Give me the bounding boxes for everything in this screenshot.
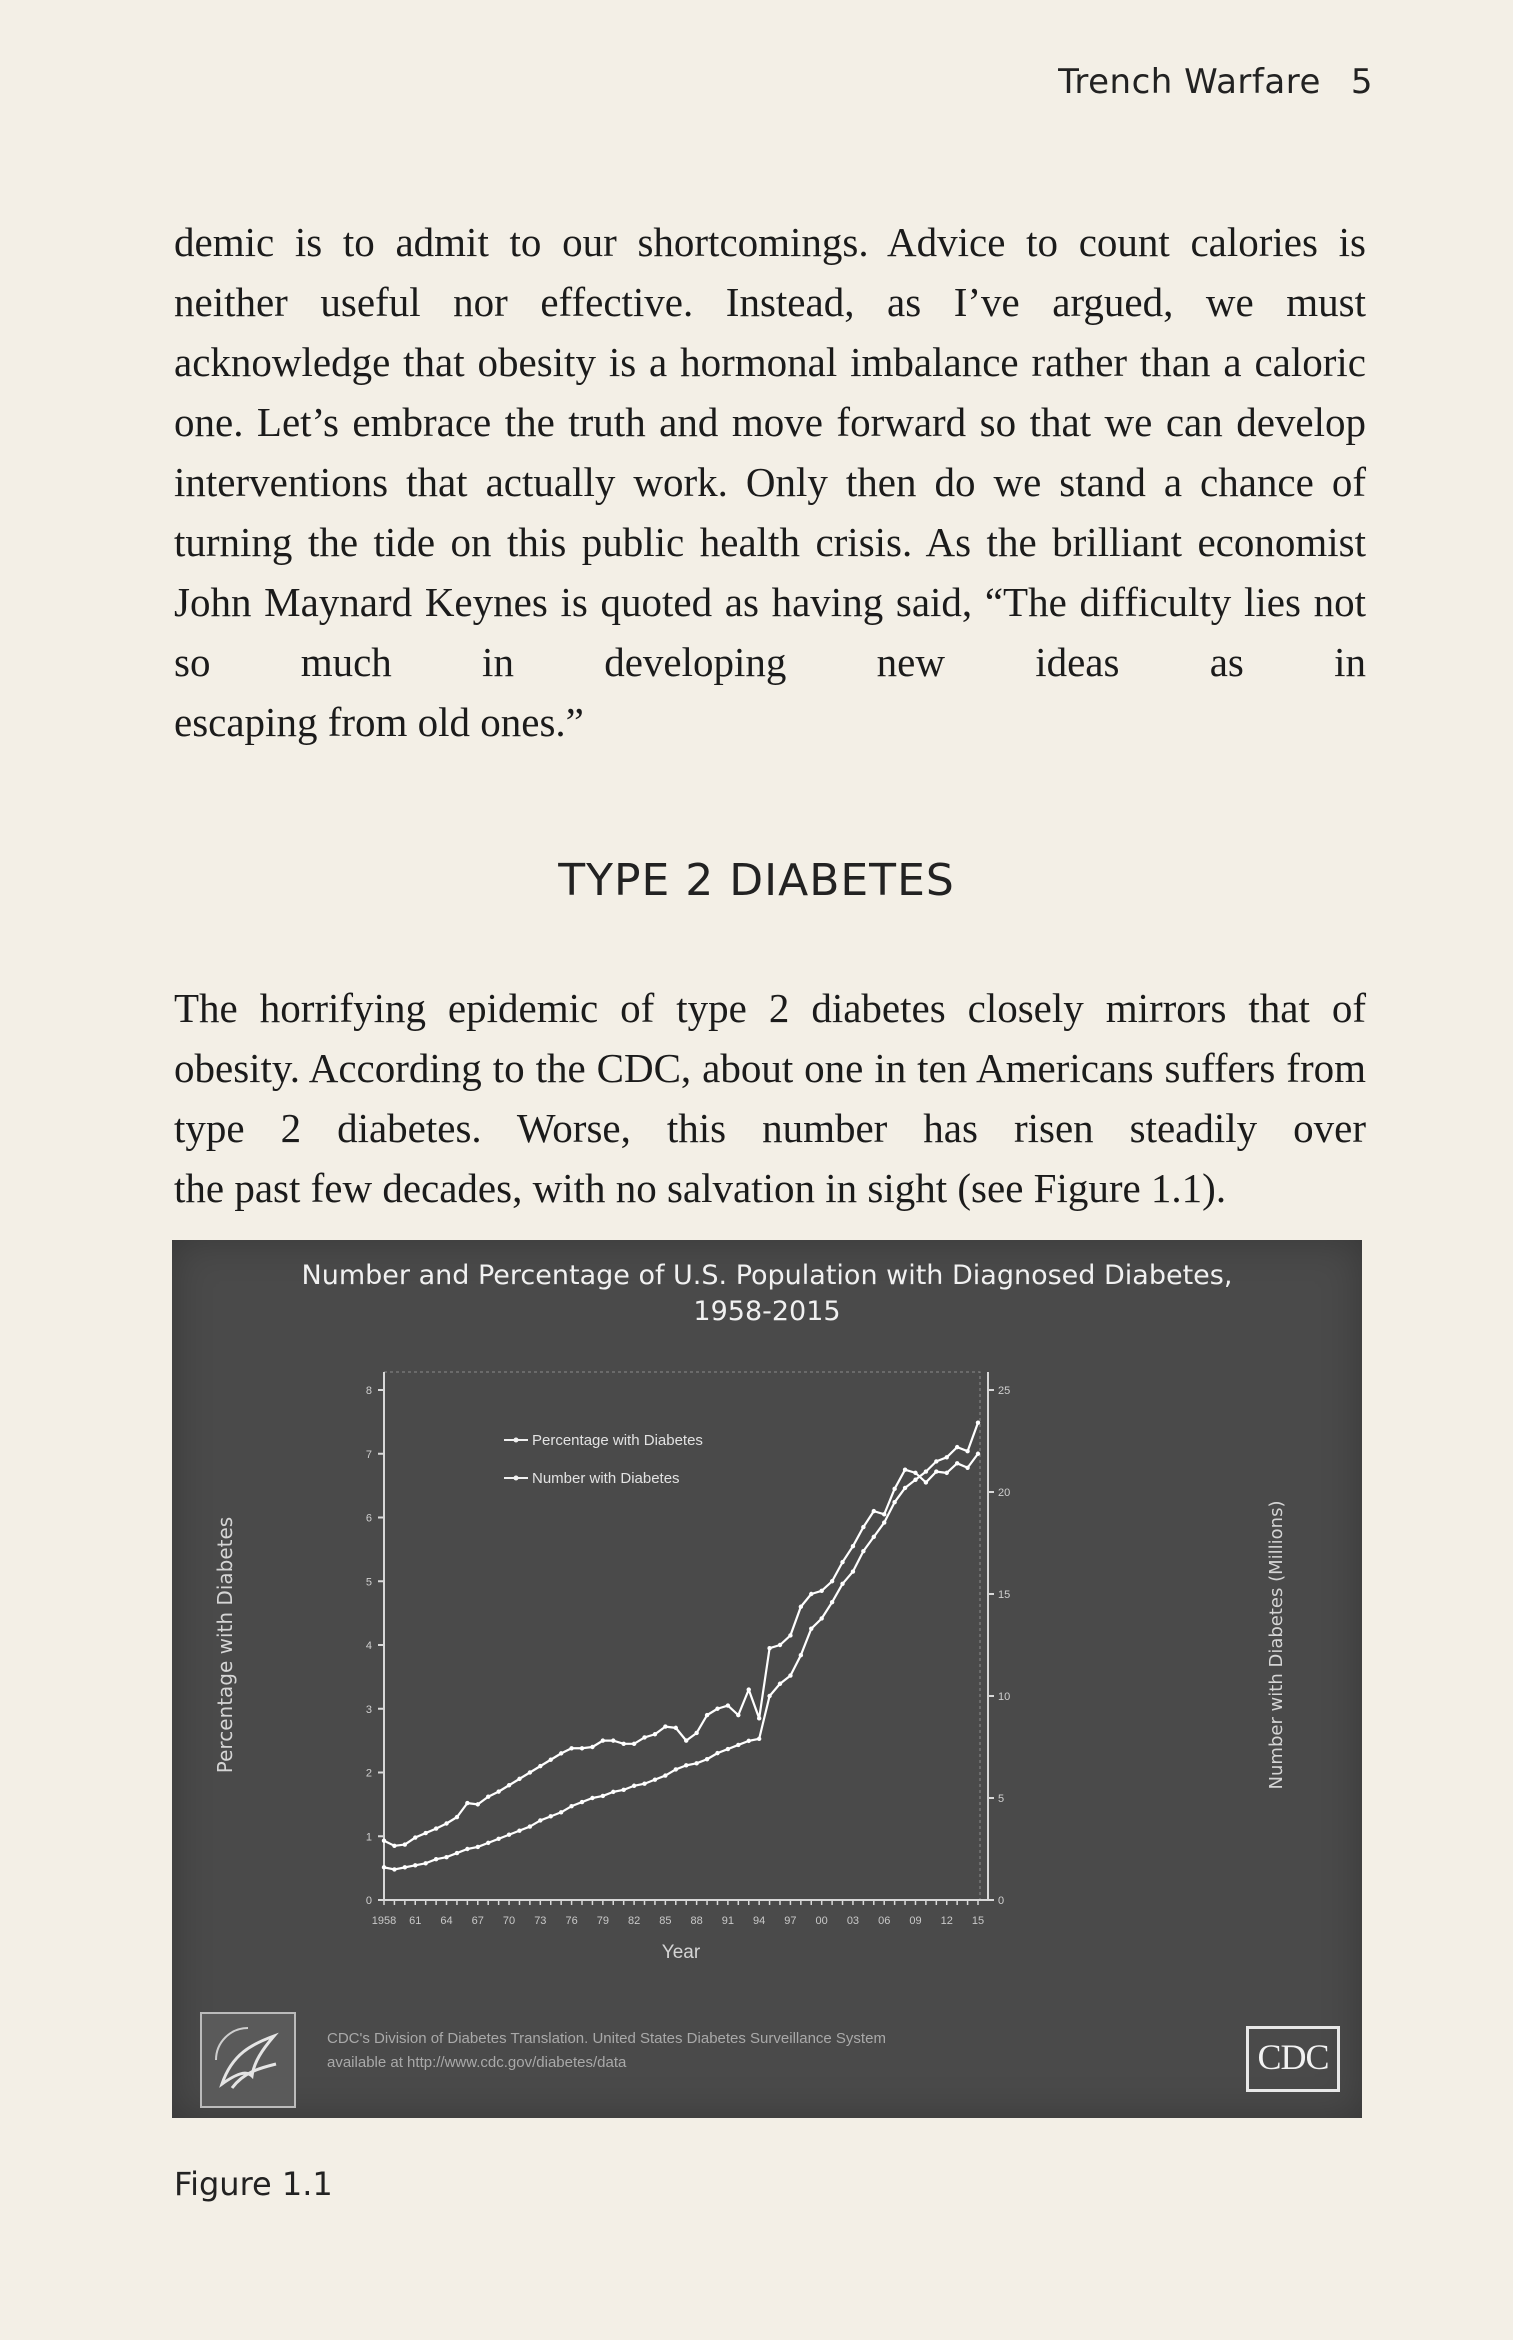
y-tick-label: 3 [365, 1703, 372, 1716]
cdc-logo: CDC [1246, 2026, 1340, 2092]
data-point [486, 1795, 490, 1799]
data-point [403, 1865, 407, 1869]
data-point [861, 1549, 865, 1553]
data-point [892, 1487, 896, 1491]
data-point [434, 1857, 438, 1861]
data-point [882, 1520, 886, 1524]
data-point [559, 1810, 563, 1814]
data-point [444, 1821, 448, 1825]
y2-tick-label: 5 [998, 1793, 1005, 1805]
data-point [799, 1605, 803, 1609]
x-tick-label: 00 [815, 1915, 828, 1927]
data-point [757, 1737, 761, 1741]
x-tick-label: 91 [721, 1915, 735, 1927]
y-tick-label: 4 [365, 1640, 372, 1652]
x-tick-label: 76 [565, 1915, 578, 1927]
data-point [799, 1653, 803, 1657]
data-point [840, 1560, 844, 1564]
data-point [851, 1544, 855, 1548]
data-point [413, 1835, 417, 1839]
hhs-eagle-logo [200, 2012, 296, 2108]
section-heading: TYPE 2 DIABETES [558, 855, 955, 906]
x-tick-label: 70 [502, 1915, 516, 1927]
data-point [694, 1761, 698, 1765]
data-point [945, 1455, 949, 1459]
data-point [621, 1788, 625, 1792]
data-point [590, 1796, 594, 1800]
data-point [955, 1445, 959, 1449]
data-point [507, 1833, 511, 1837]
x-tick-label: 1958 [371, 1915, 397, 1927]
data-point [434, 1826, 438, 1830]
data-point [621, 1742, 625, 1746]
figure-caption: Figure 1.1 [174, 2165, 333, 2203]
x-axis-title: Year [661, 1942, 701, 1963]
x-tick-label: 03 [846, 1915, 860, 1927]
paragraph-2-last-line: the past few decades, with no salvation in sight (see Figure 1.1). [174, 1165, 1227, 1211]
data-point [715, 1751, 719, 1755]
chart-source-note [327, 2027, 1187, 2075]
data-point [528, 1770, 532, 1774]
paragraph-1-text: demic is to admit to our shortcomings. Advice to count calories is neither useful nor effective. Instead, as I’ve argued, we must acknowledge that obesity is a hormonal imbalance rather than a caloric one. Let’s embrace the truth and move forward so that we can develop interventions that actually work. Only then do we stand a chance of turning the tide on this public health crisis. As the brilliant economist John Maynard Keynes is quoted as having said, “The difficulty lies not so much in developing new ideas as in [174, 219, 1366, 685]
data-point [830, 1579, 834, 1583]
running-head [1058, 62, 1373, 102]
data-point [611, 1738, 615, 1742]
legend-marker [514, 1476, 519, 1481]
data-point [517, 1828, 521, 1832]
data-point [403, 1842, 407, 1846]
data-point [903, 1467, 907, 1471]
series-group [382, 1420, 980, 1871]
x-tick-label: 85 [659, 1915, 672, 1927]
data-point [392, 1867, 396, 1871]
data-point [455, 1851, 459, 1855]
data-point [423, 1831, 427, 1835]
y-tick-label: 0 [365, 1895, 372, 1907]
data-point [955, 1461, 959, 1465]
data-point [757, 1716, 761, 1720]
data-point [726, 1747, 730, 1751]
data-point [496, 1837, 500, 1841]
data-point [476, 1845, 480, 1849]
data-point [632, 1784, 636, 1788]
data-point [663, 1724, 667, 1728]
series-line-number [384, 1423, 978, 1870]
chart-legend [504, 1432, 703, 1487]
y-tick-label: 7 [365, 1448, 372, 1461]
data-point [747, 1687, 751, 1691]
y2-tick-label: 25 [998, 1385, 1011, 1397]
data-point [632, 1742, 636, 1746]
data-point [767, 1694, 771, 1698]
data-point [778, 1682, 782, 1686]
chart-subtitle: 1958-2015 [693, 1296, 841, 1327]
x-tick-label: 12 [940, 1915, 953, 1927]
data-point [840, 1582, 844, 1586]
chart-title: Number and Percentage of U.S. Population with Diagnosed Diabetes, [301, 1260, 1233, 1291]
data-point [642, 1735, 646, 1739]
source-line-2: available at http://www.cdc.gov/diabetes/data [327, 2054, 627, 2071]
data-point [538, 1764, 542, 1768]
data-point [465, 1801, 469, 1805]
data-point [517, 1777, 521, 1781]
data-point [684, 1738, 688, 1742]
data-point [767, 1646, 771, 1650]
data-point [674, 1726, 678, 1730]
data-point [569, 1804, 573, 1808]
data-point [965, 1466, 969, 1470]
y-tick-label: 8 [365, 1385, 372, 1397]
diabetes-line-chart [172, 1240, 1362, 2118]
data-point [653, 1777, 657, 1781]
data-point [882, 1512, 886, 1516]
data-point [976, 1420, 980, 1424]
data-point [653, 1732, 657, 1736]
running-title: Trench Warfare [1058, 62, 1321, 102]
data-point [496, 1789, 500, 1793]
data-point [528, 1824, 532, 1828]
data-point [788, 1633, 792, 1637]
data-point [736, 1743, 740, 1747]
y-axis-title: Percentage with Diabetes [213, 1516, 237, 1774]
x-tick-label: 61 [409, 1915, 422, 1927]
y2-tick-label: 15 [998, 1589, 1011, 1601]
data-point [444, 1855, 448, 1859]
x-tick-label: 73 [534, 1915, 547, 1927]
y2-tick-label: 10 [998, 1691, 1011, 1703]
chart-axes [366, 1372, 1010, 1927]
paragraph-1-last-line: escaping from old ones.” [174, 699, 584, 745]
data-point [892, 1500, 896, 1504]
x-tick-label: 88 [690, 1915, 703, 1927]
data-point [476, 1802, 480, 1806]
data-point [465, 1847, 469, 1851]
data-point [726, 1703, 730, 1707]
data-point [569, 1746, 573, 1750]
data-point [507, 1783, 511, 1787]
plot-area [366, 1372, 1010, 1927]
data-point [694, 1731, 698, 1735]
x-tick-label: 67 [471, 1915, 484, 1927]
y-tick-label: 1 [365, 1831, 372, 1844]
data-point [778, 1643, 782, 1647]
legend-label: Number with Diabetes [532, 1470, 680, 1487]
data-point [486, 1841, 490, 1845]
data-point [413, 1863, 417, 1867]
data-point [819, 1589, 823, 1593]
source-line-1: CDC's Division of Diabetes Translation. United States Diabetes Surveillance System [327, 2030, 886, 2047]
x-tick-label: 64 [440, 1915, 453, 1927]
x-tick-label: 82 [627, 1915, 641, 1927]
y2-tick-label: 20 [998, 1487, 1011, 1499]
x-tick-label: 15 [971, 1915, 985, 1927]
paragraph-2-text: The horrifying epidemic of type 2 diabetes closely mirrors that of obesity. According to the CDC, about one in ten Americans suffers from type 2 diabetes. Worse, this number has risen steadily over [174, 985, 1366, 1151]
x-tick-label: 94 [753, 1915, 766, 1927]
data-point [423, 1861, 427, 1865]
y-tick-label: 5 [365, 1576, 372, 1589]
legend-group [504, 1432, 703, 1487]
x-tick-label: 79 [596, 1915, 609, 1927]
figure-chart-panel [172, 1240, 1362, 2118]
data-point [642, 1782, 646, 1786]
data-point [663, 1773, 667, 1777]
data-point [684, 1763, 688, 1767]
data-point [590, 1745, 594, 1749]
data-point [382, 1865, 386, 1869]
y2-tick-label: 0 [998, 1895, 1005, 1907]
data-point [934, 1469, 938, 1473]
y2-axis-title: Number with Diabetes (Millions) [1266, 1500, 1287, 1790]
body-paragraph-1 [174, 212, 1366, 752]
data-point [851, 1569, 855, 1573]
data-point [601, 1794, 605, 1798]
data-point [674, 1767, 678, 1771]
body-paragraph-2 [174, 978, 1366, 1218]
legend-label: Percentage with Diabetes [532, 1432, 703, 1449]
chart-series [382, 1420, 980, 1871]
data-point [976, 1452, 980, 1456]
x-tick-label: 06 [878, 1915, 891, 1927]
chart-labels [213, 1501, 1287, 1963]
x-tick-label: 09 [909, 1915, 922, 1927]
data-point [549, 1758, 553, 1762]
data-point [788, 1673, 792, 1677]
data-point [705, 1757, 709, 1761]
data-point [934, 1459, 938, 1463]
data-point [747, 1739, 751, 1743]
data-point [872, 1509, 876, 1513]
data-point [913, 1471, 917, 1475]
data-point [819, 1616, 823, 1620]
data-point [945, 1471, 949, 1475]
data-point [559, 1751, 563, 1755]
data-point [830, 1600, 834, 1604]
y-tick-label: 2 [365, 1767, 372, 1780]
data-point [392, 1844, 396, 1848]
data-point [601, 1738, 605, 1742]
data-point [580, 1800, 584, 1804]
data-point [382, 1839, 386, 1843]
data-point [809, 1626, 813, 1630]
data-point [924, 1480, 928, 1484]
data-point [549, 1814, 553, 1818]
data-point [965, 1449, 969, 1453]
data-point [580, 1746, 584, 1750]
x-tick-label: 97 [784, 1915, 797, 1927]
data-point [538, 1818, 542, 1822]
data-point [705, 1713, 709, 1717]
page-number: 5 [1350, 62, 1373, 102]
data-point [903, 1486, 907, 1490]
data-point [715, 1707, 719, 1711]
data-point [736, 1713, 740, 1717]
plot-frame [384, 1372, 980, 1900]
data-point [809, 1592, 813, 1596]
legend-marker [514, 1438, 519, 1443]
data-point [913, 1478, 917, 1482]
data-point [455, 1815, 459, 1819]
data-point [861, 1525, 865, 1529]
data-point [872, 1535, 876, 1539]
data-point [924, 1469, 928, 1473]
data-point [611, 1790, 615, 1794]
y-tick-label: 6 [365, 1512, 372, 1525]
